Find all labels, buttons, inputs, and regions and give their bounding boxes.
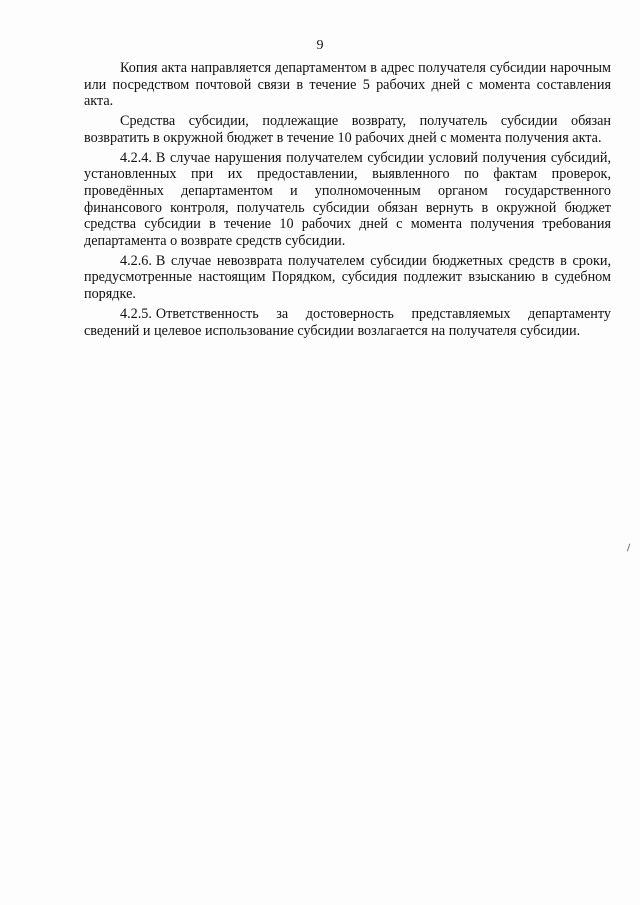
- paragraph-subsidy-return: [84, 113, 611, 146]
- paragraph-4-2-6: [84, 253, 611, 303]
- page-number: 9: [316, 38, 324, 53]
- paragraph-4-2-5: [84, 306, 611, 339]
- paragraph-text: Копия акта направляется департаментом в адрес получателя субсидии нарочным или посредством почтовой связи в течение 5 рабочих дней с момента составления акта.: [84, 60, 611, 110]
- scan-artifact-mark: [627, 544, 633, 553]
- paragraph-act-copy: [84, 60, 611, 110]
- clause-number: 4.2.6.: [120, 252, 152, 269]
- paragraph-text: В случае нарушения получателем субсидии условий получения субсидий, установленных при их предоставлении, выявленного по фактам проверок, проведённых департаментом и уполномоченным органом государственного финансового контроля, получатель субсидии обязан вернуть в окружной бюджет средства субсидии в течение 10 рабочих дней с момента получения требования департамента о возврате средств субсидии.: [84, 149, 611, 250]
- paragraph-text: Средства субсидии, подлежащие возврату, получатель субсидии обязан возвратить в окружной бюджет в течение 10 рабочих дней с момента получения акта.: [84, 113, 611, 146]
- paragraph-text: В случае невозврата получателем субсидии бюджетных средств в сроки, предусмотренные настоящим Порядком, субсидия подлежит взысканию в судебном порядке.: [84, 252, 611, 303]
- clause-number: 4.2.4.: [120, 149, 152, 166]
- clause-number: 4.2.5.: [120, 305, 152, 322]
- document-body: [84, 60, 611, 342]
- paragraph-text: Ответственность за достоверность представляемых департаменту сведений и целевое использование субсидии возлагается на получателя субсидии.: [84, 305, 611, 339]
- paragraph-4-2-4: [84, 150, 611, 250]
